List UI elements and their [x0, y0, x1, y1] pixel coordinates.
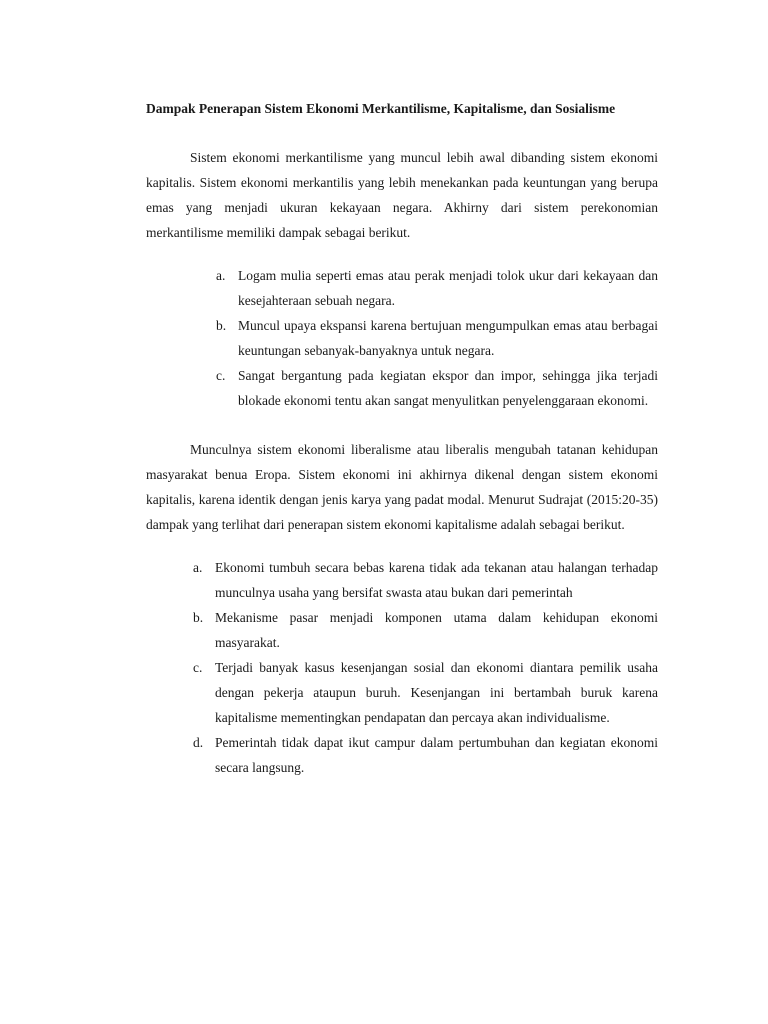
list-marker: b. — [193, 610, 204, 625]
list-marker: a. — [193, 560, 203, 575]
list-item — [216, 313, 658, 363]
list-item — [193, 655, 658, 730]
list-item-text: Sangat bergantung pada kegiatan ekspor dan impor, sehingga jika terjadi blokade ekonomi tentu akan sangat menyulitkan penyelenggaraan ekonomi. — [238, 368, 658, 408]
list-item — [193, 605, 658, 655]
list-item-text: Ekonomi tumbuh secara bebas karena tidak ada tekanan atau halangan terhadap munculnya usaha yang bersifat swasta atau bukan dari pemerintah — [215, 560, 658, 600]
document-title: Dampak Penerapan Sistem Ekonomi Merkantilisme, Kapitalisme, dan Sosialisme — [146, 101, 616, 116]
list-item-text: Logam mulia seperti emas atau perak menjadi tolok ukur dari kekayaan dan kesejahteraan sebuah negara. — [238, 268, 658, 308]
list-item-text: Terjadi banyak kasus kesenjangan sosial dan ekonomi diantara pemilik usaha dengan pekerja ataupun buruh. Kesenjangan ini bertambah buruk karena kapitalisme mementingkan pendapatan dan percaya akan individualisme. — [215, 660, 658, 725]
list-item — [193, 555, 658, 605]
kapitalisme-impact-list — [146, 555, 658, 780]
list-marker: a. — [216, 268, 226, 283]
document-page — [146, 96, 658, 780]
list-marker: d. — [193, 735, 204, 750]
merkantilisme-impact-list — [146, 263, 658, 413]
list-item-text: Mekanisme pasar menjadi komponen utama dalam kehidupan ekonomi masyarakat. — [215, 610, 658, 650]
list-marker: b. — [216, 318, 227, 333]
list-item-text: Pemerintah tidak dapat ikut campur dalam pertumbuhan dan kegiatan ekonomi secara langsung. — [215, 735, 658, 775]
paragraph-merkantilisme: Sistem ekonomi merkantilisme yang muncul lebih awal dibanding sistem ekonomi kapitalis. Sistem ekonomi merkantilis yang lebih menekankan pada keuntungan yang berupa emas yang menjadi ukuran kekayaan negara. Akhirny dari sistem perekonomian merkantilisme memiliki dampak sebagai berikut. — [146, 150, 658, 240]
list-item — [193, 730, 658, 780]
list-item — [216, 263, 658, 313]
list-item — [216, 363, 658, 413]
paragraph-kapitalisme: Munculnya sistem ekonomi liberalisme atau liberalis mengubah tatanan kehidupan masyarakat benua Eropa. Sistem ekonomi ini akhirnya dikenal dengan sistem ekonomi kapitalis, karena identik dengan jenis karya yang padat modal. Menurut Sudrajat (2015:20-35) dampak yang terlihat dari penerapan sistem ekonomi kapitalisme adalah sebagai berikut. — [146, 442, 658, 532]
list-marker: c. — [216, 368, 226, 383]
list-item-text: Muncul upaya ekspansi karena bertujuan mengumpulkan emas atau berbagai keuntungan sebanyak-banyaknya untuk negara. — [238, 318, 658, 358]
list-marker: c. — [193, 660, 203, 675]
